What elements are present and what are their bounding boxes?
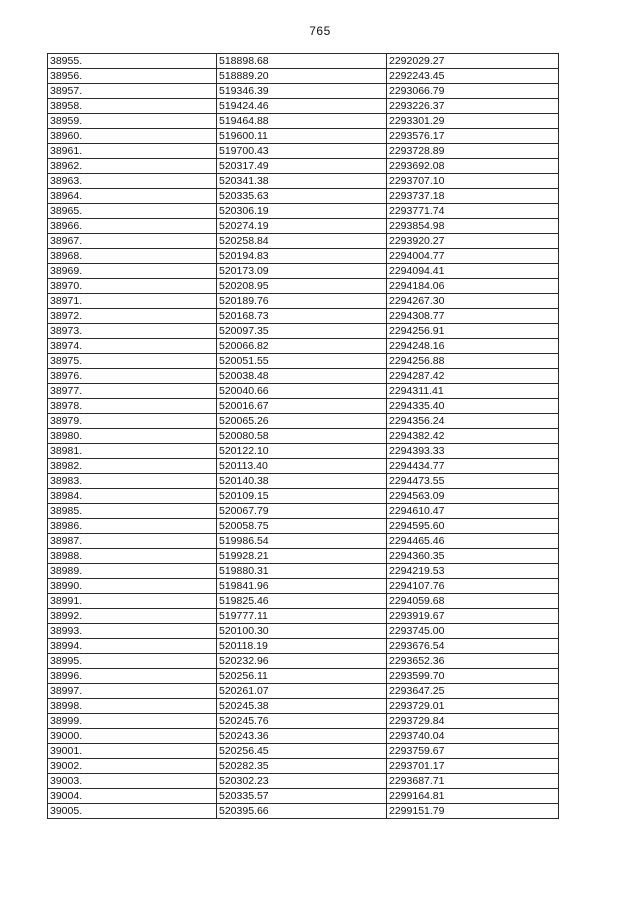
- x-coordinate-cell: 519928.21: [217, 549, 387, 564]
- x-coordinate-cell: 520173.09: [217, 264, 387, 279]
- table-row: [48, 234, 559, 249]
- x-coordinate-cell: 520058.75: [217, 519, 387, 534]
- table-row: [48, 699, 559, 714]
- y-coordinate-cell: 2293647.25: [387, 684, 559, 699]
- x-coordinate-cell: 520243.36: [217, 729, 387, 744]
- point-number-cell: 39000.: [48, 729, 217, 744]
- y-coordinate-cell: 2294393.33: [387, 444, 559, 459]
- table-row: [48, 249, 559, 264]
- point-number-cell: 38986.: [48, 519, 217, 534]
- point-number-cell: 38964.: [48, 189, 217, 204]
- point-number-cell: 38995.: [48, 654, 217, 669]
- table-row: [48, 69, 559, 84]
- table-row: [48, 384, 559, 399]
- y-coordinate-cell: 2293226.37: [387, 99, 559, 114]
- table-row: [48, 414, 559, 429]
- point-number-cell: 38968.: [48, 249, 217, 264]
- table-row: [48, 624, 559, 639]
- point-number-cell: 38961.: [48, 144, 217, 159]
- point-number-cell: 38983.: [48, 474, 217, 489]
- y-coordinate-cell: 2294335.40: [387, 399, 559, 414]
- y-coordinate-cell: 2294184.06: [387, 279, 559, 294]
- point-number-cell: 38971.: [48, 294, 217, 309]
- point-number-cell: 39001.: [48, 744, 217, 759]
- x-coordinate-cell: 520194.83: [217, 249, 387, 264]
- y-coordinate-cell: 2293771.74: [387, 204, 559, 219]
- y-coordinate-cell: 2292243.45: [387, 69, 559, 84]
- x-coordinate-cell: 519841.96: [217, 579, 387, 594]
- y-coordinate-cell: 2293687.71: [387, 774, 559, 789]
- x-coordinate-cell: 520080.58: [217, 429, 387, 444]
- x-coordinate-cell: 518889.20: [217, 69, 387, 84]
- table-row: [48, 54, 559, 69]
- y-coordinate-cell: 2294004.77: [387, 249, 559, 264]
- table-row: [48, 789, 559, 804]
- point-number-cell: 38998.: [48, 699, 217, 714]
- y-coordinate-cell: 2293919.67: [387, 609, 559, 624]
- table-row: [48, 99, 559, 114]
- y-coordinate-cell: 2293728.89: [387, 144, 559, 159]
- point-number-cell: 38966.: [48, 219, 217, 234]
- y-coordinate-cell: 2293740.04: [387, 729, 559, 744]
- y-coordinate-cell: 2294311.41: [387, 384, 559, 399]
- y-coordinate-cell: 2293707.10: [387, 174, 559, 189]
- y-coordinate-cell: 2294610.47: [387, 504, 559, 519]
- point-number-cell: 38987.: [48, 534, 217, 549]
- y-coordinate-cell: 2294256.91: [387, 324, 559, 339]
- table-row: [48, 504, 559, 519]
- x-coordinate-cell: 520038.48: [217, 369, 387, 384]
- y-coordinate-cell: 2293759.67: [387, 744, 559, 759]
- table-row: [48, 324, 559, 339]
- point-number-cell: 38997.: [48, 684, 217, 699]
- point-number-cell: 38980.: [48, 429, 217, 444]
- page-number: 765: [309, 24, 331, 38]
- y-coordinate-cell: 2293701.17: [387, 759, 559, 774]
- x-coordinate-cell: 519880.31: [217, 564, 387, 579]
- x-coordinate-cell: 518898.68: [217, 54, 387, 69]
- point-number-cell: 38990.: [48, 579, 217, 594]
- point-number-cell: 38965.: [48, 204, 217, 219]
- point-number-cell: 38962.: [48, 159, 217, 174]
- x-coordinate-cell: 520302.23: [217, 774, 387, 789]
- point-number-cell: 38969.: [48, 264, 217, 279]
- y-coordinate-cell: 2294248.16: [387, 339, 559, 354]
- x-coordinate-cell: 519346.39: [217, 84, 387, 99]
- x-coordinate-cell: 519825.46: [217, 594, 387, 609]
- table-row: [48, 639, 559, 654]
- y-coordinate-cell: 2293676.54: [387, 639, 559, 654]
- x-coordinate-cell: 520118.19: [217, 639, 387, 654]
- y-coordinate-cell: 2293692.08: [387, 159, 559, 174]
- point-number-cell: 38955.: [48, 54, 217, 69]
- x-coordinate-cell: 520189.76: [217, 294, 387, 309]
- point-number-cell: 39004.: [48, 789, 217, 804]
- table-row: [48, 609, 559, 624]
- point-number-cell: 38975.: [48, 354, 217, 369]
- point-number-cell: 38977.: [48, 384, 217, 399]
- x-coordinate-cell: 520317.49: [217, 159, 387, 174]
- x-coordinate-cell: 520274.19: [217, 219, 387, 234]
- table-row: [48, 534, 559, 549]
- table-row: [48, 684, 559, 699]
- point-number-cell: 38956.: [48, 69, 217, 84]
- point-number-cell: 38972.: [48, 309, 217, 324]
- y-coordinate-cell: 2294360.35: [387, 549, 559, 564]
- table-row: [48, 354, 559, 369]
- x-coordinate-cell: 520335.57: [217, 789, 387, 804]
- point-number-cell: 38978.: [48, 399, 217, 414]
- x-coordinate-cell: 520208.95: [217, 279, 387, 294]
- y-coordinate-cell: 2293301.29: [387, 114, 559, 129]
- point-number-cell: 38985.: [48, 504, 217, 519]
- point-number-cell: 38982.: [48, 459, 217, 474]
- y-coordinate-cell: 2293066.79: [387, 84, 559, 99]
- y-coordinate-cell: 2294287.42: [387, 369, 559, 384]
- table-row: [48, 444, 559, 459]
- coordinates-table-body: [48, 54, 559, 819]
- table-row: [48, 669, 559, 684]
- y-coordinate-cell: 2293599.70: [387, 669, 559, 684]
- table-row: [48, 159, 559, 174]
- y-coordinate-cell: 2293576.17: [387, 129, 559, 144]
- x-coordinate-cell: 520335.63: [217, 189, 387, 204]
- x-coordinate-cell: 520306.19: [217, 204, 387, 219]
- table-row: [48, 294, 559, 309]
- table-row: [48, 279, 559, 294]
- point-number-cell: 38959.: [48, 114, 217, 129]
- table-row: [48, 549, 559, 564]
- table-row: [48, 399, 559, 414]
- table-row: [48, 309, 559, 324]
- y-coordinate-cell: 2299151.79: [387, 804, 559, 819]
- point-number-cell: 38970.: [48, 279, 217, 294]
- table-row: [48, 729, 559, 744]
- table-row: [48, 84, 559, 99]
- y-coordinate-cell: 2299164.81: [387, 789, 559, 804]
- y-coordinate-cell: 2294219.53: [387, 564, 559, 579]
- point-number-cell: 39003.: [48, 774, 217, 789]
- point-number-cell: 38988.: [48, 549, 217, 564]
- x-coordinate-cell: 520256.45: [217, 744, 387, 759]
- y-coordinate-cell: 2294256.88: [387, 354, 559, 369]
- table-row: [48, 144, 559, 159]
- table-row: [48, 489, 559, 504]
- table-row: [48, 429, 559, 444]
- table-row: [48, 744, 559, 759]
- point-number-cell: 38989.: [48, 564, 217, 579]
- table-row: [48, 774, 559, 789]
- x-coordinate-cell: 519777.11: [217, 609, 387, 624]
- y-coordinate-cell: 2294308.77: [387, 309, 559, 324]
- x-coordinate-cell: 520261.07: [217, 684, 387, 699]
- x-coordinate-cell: 520067.79: [217, 504, 387, 519]
- y-coordinate-cell: 2293729.01: [387, 699, 559, 714]
- x-coordinate-cell: 519600.11: [217, 129, 387, 144]
- x-coordinate-cell: 520065.26: [217, 414, 387, 429]
- x-coordinate-cell: 520168.73: [217, 309, 387, 324]
- table-row: [48, 564, 559, 579]
- x-coordinate-cell: 520097.35: [217, 324, 387, 339]
- table-row: [48, 519, 559, 534]
- point-number-cell: 38999.: [48, 714, 217, 729]
- y-coordinate-cell: 2293737.18: [387, 189, 559, 204]
- x-coordinate-cell: 520256.11: [217, 669, 387, 684]
- y-coordinate-cell: 2294356.24: [387, 414, 559, 429]
- point-number-cell: 38973.: [48, 324, 217, 339]
- x-coordinate-cell: 520100.30: [217, 624, 387, 639]
- point-number-cell: 38992.: [48, 609, 217, 624]
- y-coordinate-cell: 2293729.84: [387, 714, 559, 729]
- y-coordinate-cell: 2294267.30: [387, 294, 559, 309]
- table-row: [48, 114, 559, 129]
- point-number-cell: 38996.: [48, 669, 217, 684]
- x-coordinate-cell: 520245.38: [217, 699, 387, 714]
- y-coordinate-cell: 2293854.98: [387, 219, 559, 234]
- point-number-cell: 38991.: [48, 594, 217, 609]
- table-row: [48, 174, 559, 189]
- y-coordinate-cell: 2294107.76: [387, 579, 559, 594]
- y-coordinate-cell: 2294595.60: [387, 519, 559, 534]
- point-number-cell: 39002.: [48, 759, 217, 774]
- table-row: [48, 594, 559, 609]
- y-coordinate-cell: 2294473.55: [387, 474, 559, 489]
- point-number-cell: 38960.: [48, 129, 217, 144]
- y-coordinate-cell: 2293920.27: [387, 234, 559, 249]
- point-number-cell: 38979.: [48, 414, 217, 429]
- point-number-cell: 38993.: [48, 624, 217, 639]
- y-coordinate-cell: 2294465.46: [387, 534, 559, 549]
- y-coordinate-cell: 2294434.77: [387, 459, 559, 474]
- table-row: [48, 714, 559, 729]
- x-coordinate-cell: 520232.96: [217, 654, 387, 669]
- x-coordinate-cell: 519700.43: [217, 144, 387, 159]
- table-row: [48, 804, 559, 819]
- point-number-cell: 38976.: [48, 369, 217, 384]
- x-coordinate-cell: 520040.66: [217, 384, 387, 399]
- y-coordinate-cell: 2292029.27: [387, 54, 559, 69]
- table-row: [48, 189, 559, 204]
- x-coordinate-cell: 520109.15: [217, 489, 387, 504]
- y-coordinate-cell: 2294059.68: [387, 594, 559, 609]
- y-coordinate-cell: 2293652.36: [387, 654, 559, 669]
- x-coordinate-cell: 520113.40: [217, 459, 387, 474]
- point-number-cell: 38981.: [48, 444, 217, 459]
- x-coordinate-cell: 519464.88: [217, 114, 387, 129]
- x-coordinate-cell: 520066.82: [217, 339, 387, 354]
- x-coordinate-cell: 520245.76: [217, 714, 387, 729]
- point-number-cell: 38967.: [48, 234, 217, 249]
- x-coordinate-cell: 519424.46: [217, 99, 387, 114]
- x-coordinate-cell: 520140.38: [217, 474, 387, 489]
- table-row: [48, 264, 559, 279]
- x-coordinate-cell: 520258.84: [217, 234, 387, 249]
- table-row: [48, 474, 559, 489]
- table-row: [48, 339, 559, 354]
- point-number-cell: 38963.: [48, 174, 217, 189]
- table-row: [48, 219, 559, 234]
- x-coordinate-cell: 520016.67: [217, 399, 387, 414]
- x-coordinate-cell: 520395.66: [217, 804, 387, 819]
- table-row: [48, 654, 559, 669]
- table-row: [48, 759, 559, 774]
- point-number-cell: 39005.: [48, 804, 217, 819]
- coordinates-table: [47, 53, 559, 819]
- point-number-cell: 38957.: [48, 84, 217, 99]
- x-coordinate-cell: 520341.38: [217, 174, 387, 189]
- y-coordinate-cell: 2294563.09: [387, 489, 559, 504]
- point-number-cell: 38994.: [48, 639, 217, 654]
- table-row: [48, 129, 559, 144]
- point-number-cell: 38974.: [48, 339, 217, 354]
- x-coordinate-cell: 519986.54: [217, 534, 387, 549]
- y-coordinate-cell: 2294094.41: [387, 264, 559, 279]
- table-row: [48, 369, 559, 384]
- table-row: [48, 204, 559, 219]
- y-coordinate-cell: 2294382.42: [387, 429, 559, 444]
- table-row: [48, 579, 559, 594]
- table-row: [48, 459, 559, 474]
- y-coordinate-cell: 2293745.00: [387, 624, 559, 639]
- point-number-cell: 38984.: [48, 489, 217, 504]
- x-coordinate-cell: 520051.55: [217, 354, 387, 369]
- x-coordinate-cell: 520282.35: [217, 759, 387, 774]
- x-coordinate-cell: 520122.10: [217, 444, 387, 459]
- point-number-cell: 38958.: [48, 99, 217, 114]
